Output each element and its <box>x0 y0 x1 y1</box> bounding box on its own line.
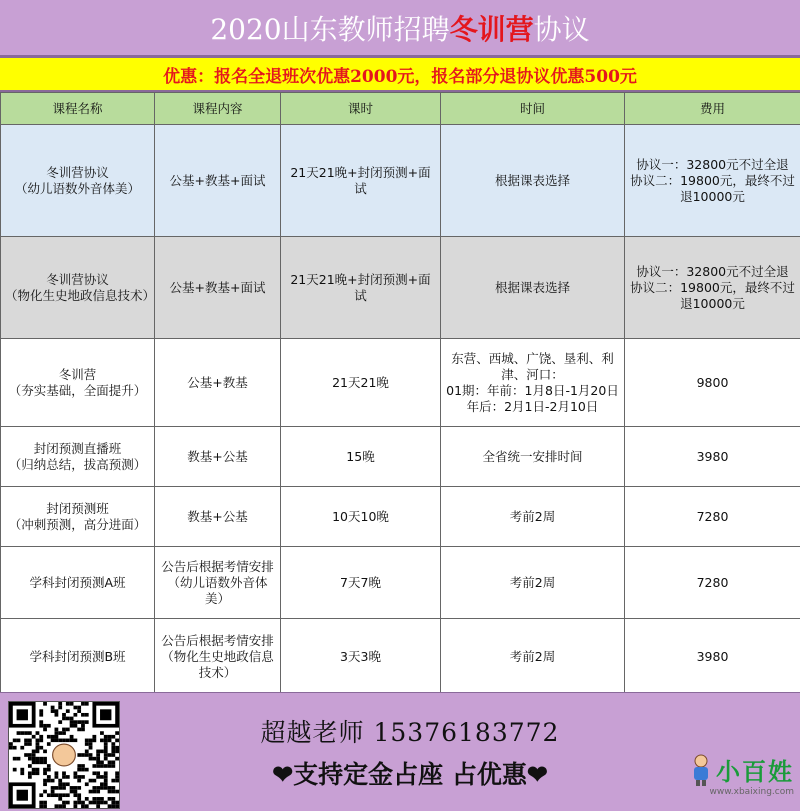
course-table <box>0 92 800 695</box>
deposit-slogan: ❤支持定金占座 占优惠❤ <box>272 760 548 789</box>
table-row <box>1 237 800 339</box>
title-highlight: 冬训营 <box>449 12 534 46</box>
logo-url: www.xbaixing.com <box>709 787 794 797</box>
table-row <box>1 619 800 695</box>
promo-text: 优惠：报名全退班次优惠2000元，报名部分退协议优惠500元 <box>163 66 637 87</box>
course-content-cell: 教基+公基 <box>155 487 281 547</box>
qr-code-icon <box>8 701 120 809</box>
course-time-cell: 考前2周 <box>441 487 625 547</box>
brand-logo <box>664 752 794 806</box>
course-content-cell: 公基+教基 <box>155 339 281 427</box>
course-content-cell: 教基+公基 <box>155 427 281 487</box>
course-fee-cell: 3980 <box>625 427 800 487</box>
col-header-time: 时间 <box>441 93 625 125</box>
table-row <box>1 547 800 619</box>
promo-banner <box>0 56 800 92</box>
col-header-name: 课程名称 <box>1 93 155 125</box>
course-hours-cell: 3天3晚 <box>281 619 441 695</box>
course-fee-cell: 协议一：32800元不过全退 协议二：19800元，最终不过退10000元 <box>625 125 800 237</box>
course-content-cell: 公基+教基+面试 <box>155 125 281 237</box>
course-name-cell: 封闭预测直播班 （归纳总结，拔高预测） <box>1 427 155 487</box>
mascot-icon <box>690 753 712 787</box>
course-name-cell: 冬训营 （夯实基础，全面提升） <box>1 339 155 427</box>
course-time-cell: 全省统一安排时间 <box>441 427 625 487</box>
table-row <box>1 339 800 427</box>
course-name-cell: 学科封闭预测B班 <box>1 619 155 695</box>
course-content-cell: 公告后根据考情安排 （幼儿语数外音体美） <box>155 547 281 619</box>
course-name-cell: 冬训营协议 （幼儿语数外音体美） <box>1 125 155 237</box>
course-name-cell: 冬训营协议 （物化生史地政信息技术） <box>1 237 155 339</box>
course-fee-cell: 3980 <box>625 619 800 695</box>
table-row <box>1 427 800 487</box>
course-hours-cell: 21天21晚+封闭预测+面试 <box>281 237 441 339</box>
course-fee-cell: 7280 <box>625 547 800 619</box>
course-content-cell: 公基+教基+面试 <box>155 237 281 339</box>
logo-text: 小百姓 <box>716 758 794 786</box>
course-time-cell: 考前2周 <box>441 619 625 695</box>
contact-info: 超越老师 15376183772 <box>260 718 560 747</box>
table-row <box>1 487 800 547</box>
course-name-cell: 学科封闭预测A班 <box>1 547 155 619</box>
col-header-fee: 费用 <box>625 93 800 125</box>
course-fee-cell: 7280 <box>625 487 800 547</box>
course-fee-cell: 协议一：32800元不过全退 协议二：19800元，最终不过退10000元 <box>625 237 800 339</box>
course-name-cell: 封闭预测班 （冲刺预测，高分进面） <box>1 487 155 547</box>
course-hours-cell: 7天7晚 <box>281 547 441 619</box>
course-time-cell: 东营、西城、广饶、垦利、利津、河口： 01期：年前：1月8日-1月20日 年后：2月1日-2月10日 <box>441 339 625 427</box>
course-hours-cell: 21天21晚 <box>281 339 441 427</box>
title-prefix: 2020山东教师招聘 <box>210 12 450 46</box>
course-time-cell: 根据课表选择 <box>441 237 625 339</box>
page-title <box>0 0 800 56</box>
course-content-cell: 公告后根据考情安排 （物化生史地政信息技术） <box>155 619 281 695</box>
col-header-hours: 课时 <box>281 93 441 125</box>
course-hours-cell: 21天21晚+封闭预测+面试 <box>281 125 441 237</box>
table-header-row <box>1 93 800 125</box>
table-row <box>1 125 800 237</box>
col-header-content: 课程内容 <box>155 93 281 125</box>
title-suffix: 协议 <box>533 12 590 46</box>
course-fee-cell: 9800 <box>625 339 800 427</box>
course-hours-cell: 10天10晚 <box>281 487 441 547</box>
course-time-cell: 根据课表选择 <box>441 125 625 237</box>
course-hours-cell: 15晚 <box>281 427 441 487</box>
course-time-cell: 考前2周 <box>441 547 625 619</box>
